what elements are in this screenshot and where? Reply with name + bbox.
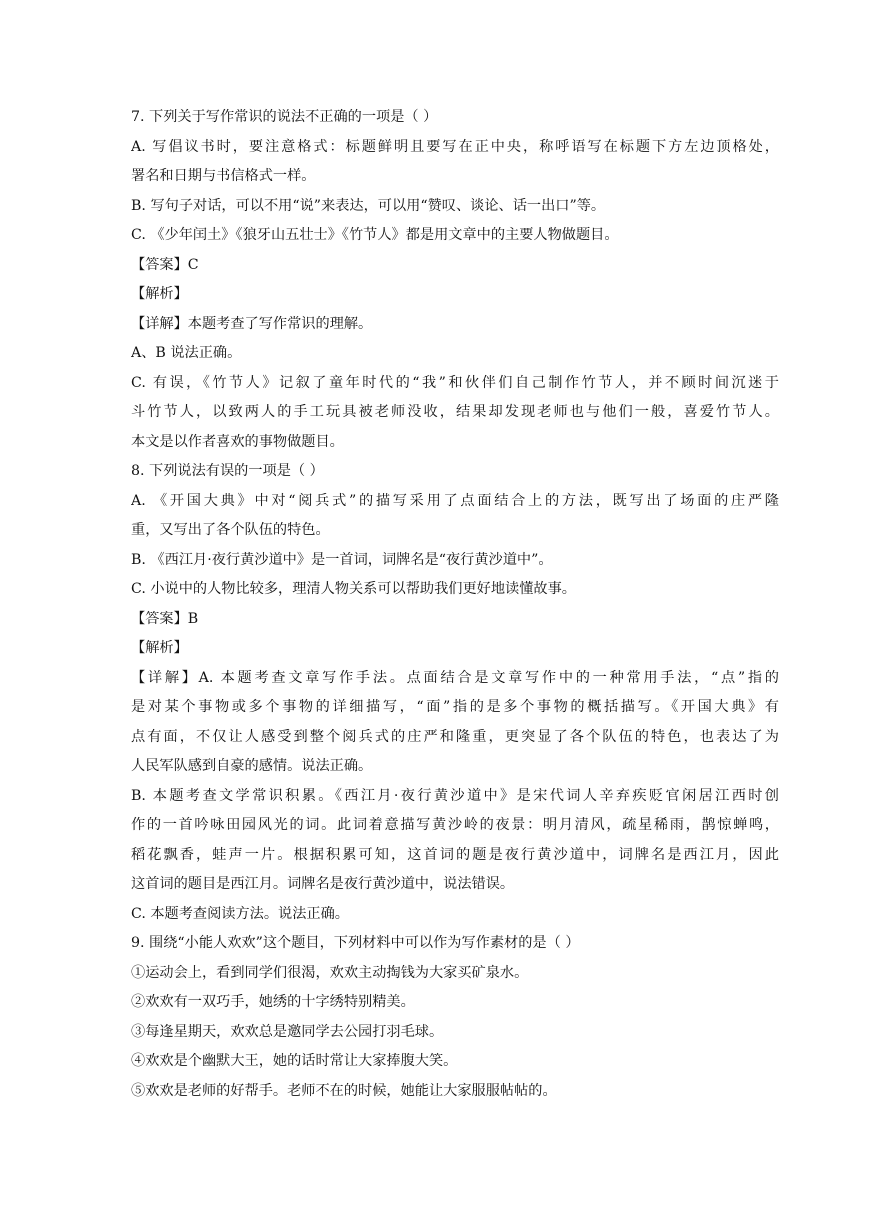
q7-option-a-cont: 署名和日期与书信格式一样。 [131,168,316,184]
q7-analysis-heading: 【解析】 [131,286,188,302]
q7-detail-ab: A、B 说法正确。 [131,345,242,361]
q8-detail-b-cont2: 稻花飘香，蛙声一片。根据积累可知，这首词的题是夜行黄沙道中，词牌名是西江月，因此 [131,846,779,863]
q7-question: 7. 下列关于写作常识的说法不正确的一项是（ ） [131,109,438,125]
q8-detail-b: B. 本题考查文学常识积累。《西江月·夜行黄沙道中》是宋代词人辛弃疾贬官闲居江西时创 [131,787,779,804]
q8-detail-b-end: 这首词的题目是西江月。词牌名是夜行黄沙道中，说法错误。 [131,876,515,892]
q8-option-a-cont: 重，又写出了各个队伍的特色。 [131,522,330,538]
q8-analysis-heading: 【解析】 [131,640,188,656]
q9-question: 9. 围绕“小能人欢欢”这个题目，下列材料中可以作为写作素材的是（ ） [131,935,580,951]
q8-question: 8. 下列说法有误的一项是（ ） [131,463,324,479]
q8-detail-a-end: 人民军队感到自豪的感情。说法正确。 [131,758,373,774]
q7-detail: 【详解】本题考查了写作常识的理解。 [131,315,373,332]
q8-option-b: B. 《西江月·夜行黄沙道中》是一首词，词牌名是“夜行黄沙道中”。 [131,551,553,568]
q8-detail-b-cont1: 作的一首吟咏田园风光的词。此词着意描写黄沙岭的夜景：明月清风，疏星稀雨，鹊惊蝉鸣， [131,817,779,833]
q7-detail-c-end: 本文是以作者喜欢的事物做题目。 [131,433,344,450]
q8-detail-a: 【详解】A. 本题考查文章写作手法。点面结合是文章写作中的一种常用手法，“点”指的 [131,669,779,686]
q7-detail-c-cont: 斗竹节人，以致两人的手工玩具被老师没收，结果却发现老师也与他们一般，喜爱竹节人。 [131,404,779,420]
q8-detail-a-cont1: 是对某个事物或多个事物的详细描写，“面”指的是多个事物的概括描写。《开国大典》有 [131,699,779,715]
q8-detail-c: C. 本题考查阅读方法。说法正确。 [131,905,349,922]
q8-option-a: A. 《开国大典》中对“阅兵式”的描写采用了点面结合上的方法，既写出了场面的庄严隆 [131,492,779,509]
q8-detail-a-cont2: 点有面，不仅让人感受到整个阅兵式的庄严和隆重，更突显了各个队伍的特色，也表达了为 [131,728,779,745]
q7-option-c: C. 《少年闰土》《狼牙山五壮士》《竹节人》都是用文章中的主要人物做题目。 [131,227,619,243]
q9-material-2: ②欢欢有一双巧手，她绣的十字绣特别精美。 [131,994,415,1010]
q9-material-1: ①运动会上，看到同学们很渴，欢欢主动掏钱为大家买矿泉水。 [131,964,529,981]
q9-material-4: ④欢欢是个幽默大王，她的话时常让大家捧腹大笑。 [131,1053,458,1069]
q9-material-5: ⑤欢欢是老师的好帮手。老师不在的时候，她能让大家服服帖帖的。 [131,1082,557,1099]
q7-answer: 【答案】C [131,256,199,273]
q9-material-3: ③每逢星期天，欢欢总是邀同学去公园打羽毛球。 [131,1023,444,1040]
q7-detail-c: C. 有误，《竹节人》记叙了童年时代的“我”和伙伴们自己制作竹节人，并不顾时间沉迷于 [131,374,779,391]
q8-answer: 【答案】B [131,610,199,627]
q7-option-b: B. 写句子对话，可以不用“说”来表达，可以用“赞叹、谈论、话一出口”等。 [131,197,606,214]
q7-option-a: A. 写倡议书时，要注意格式：标题鲜明且要写在正中央，称呼语写在标题下方左边顶格处， [131,138,779,155]
q8-option-c: C. 小说中的人物比较多，理清人物关系可以帮助我们更好地读懂故事。 [131,581,576,597]
